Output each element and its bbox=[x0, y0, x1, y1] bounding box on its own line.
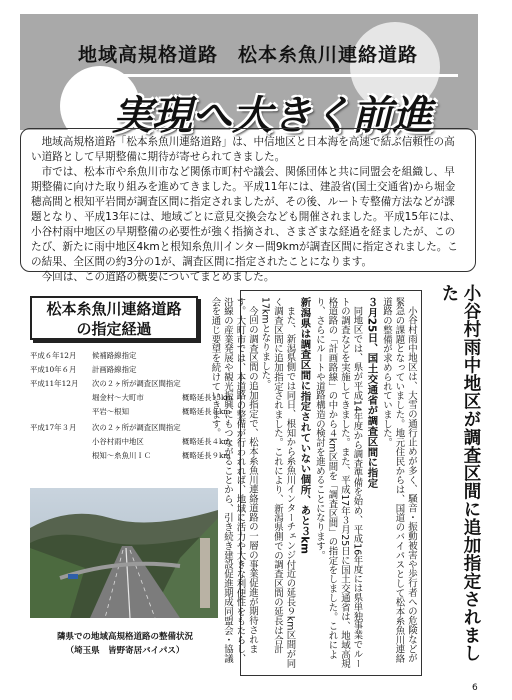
header-divider bbox=[78, 74, 458, 77]
timeline-date: 平成６年12月 bbox=[30, 351, 77, 360]
photo-caption: 隣県での地域高規格道路の整備状況 bbox=[56, 632, 193, 642]
timeline-section: 根知～糸魚川ＩＣ bbox=[92, 451, 152, 460]
timeline-text: 計画路線指定 bbox=[92, 365, 137, 374]
timeline-row bbox=[30, 422, 181, 433]
article-body bbox=[209, 290, 422, 676]
header-main-title: 実現へ大きく前進 bbox=[112, 92, 432, 139]
intro-paragraph: 地域高規格道路「松本糸魚川連絡道路」は、中信地区と日本海を高速で結ぶ信頼性の高い道路として早期整備に期待が寄せられてきました。 bbox=[31, 136, 455, 163]
body-paragraph: 小谷村雨中地区は、大雪の通行止めが多く、騒音・振動被害や歩行者への危険などが緊急の課題となっていました。地元住民からは、国道のバイパスとして松本糸魚川連絡道路の整備が求められていました。 bbox=[381, 297, 417, 664]
timeline-date: 平成17年３月 bbox=[30, 423, 77, 432]
page-number: 6 bbox=[472, 683, 478, 693]
highway-photo bbox=[30, 488, 218, 618]
timeline-length: 概略延長８km bbox=[182, 407, 231, 416]
timeline-section: 平岩～根知 bbox=[92, 407, 129, 416]
intro-paragraph: 今回は、この道路の概要についてまとめました。 bbox=[41, 271, 275, 283]
intro-box bbox=[20, 128, 476, 283]
timeline-length: 概略延長４km bbox=[182, 437, 231, 446]
article-title: 小谷村雨中地区が調査区間に追加指定されました bbox=[439, 284, 481, 662]
timeline-length: 概略延長15km bbox=[182, 393, 233, 402]
body-paragraph: 今回の調査区間の追加指定で、松本糸魚川連絡道路の一層の事業促進が期待されます。大町市では、本道路の整備が行われれば、地域に活力や大きな利便性をもたらし、沿線の産業発展や観光振興にもつながることから、引き続き建設促進期成同盟会・協議会を通じ要望を続けていきます。 bbox=[209, 297, 258, 664]
highway-photo-illustration bbox=[30, 488, 218, 618]
designation-timeline bbox=[30, 350, 235, 482]
timeline-row bbox=[30, 364, 137, 375]
section-title-line: の指定経過 bbox=[76, 320, 152, 338]
timeline-date: 平成11年12月 bbox=[30, 379, 79, 388]
timeline-text: 次の２ヶ所が調査区間指定 bbox=[92, 379, 181, 388]
section-title-line: 松本糸魚川連絡道路 bbox=[46, 300, 182, 318]
timeline-row bbox=[30, 350, 137, 361]
header-banner bbox=[20, 14, 478, 139]
timeline-section: 堀金村～大町市 bbox=[92, 393, 144, 402]
header-subtitle: 地域高規格道路 松本糸魚川連絡道路 bbox=[78, 44, 419, 66]
timeline-date: 平成10年６月 bbox=[30, 365, 77, 374]
intro-paragraph: 市では、松本市や糸魚川市など関係市町村や議会、関係団体と共に同盟会を組織し、早期整備に向けた取り組みを進めてきました。平成11年には、建設省(国土交通省)から堀金穂高間と根知平岩間が調査区間に指定されましたが、その後、ルート专整備方法などが課題となり、平成13年には、地域ごとに意見交換会なども開催されました。平成15年には、小谷村雨中地区の早期整備の必要性が強く指摘され、さまざまな経過を経ましたが、このたび、新たに雨中地区4kmと根知糸魚川インター間9kmが調査区間に指定されました。この結果、全区間の約3分の1が、調査区間に指定されたことになります。 bbox=[31, 166, 461, 268]
timeline-text: 次の２ヶ所が調査区間指定 bbox=[92, 423, 181, 432]
body-subheading: 新潟県は調査区間に指定されていない個所、あと３km bbox=[298, 297, 311, 554]
timeline-row bbox=[30, 378, 181, 389]
photo-caption-location: （埼玉県 皆野寄居バイパス） bbox=[65, 646, 185, 656]
section-title-box bbox=[30, 296, 198, 340]
body-paragraph: また、新潟県側では同日、根知から糸魚川インターチェンジ付近の延長９km区間が同く調査区間に追加指定されました。これにより、新潟県側での調査区間の延長は合計17kmとなりました。 bbox=[259, 297, 296, 669]
timeline-section: 小谷村雨中地区 bbox=[92, 437, 144, 446]
body-subheading: ３月25日、国土交通省が調査区間に指定 bbox=[365, 297, 378, 489]
timeline-length: 概略延長９km bbox=[182, 451, 231, 460]
timeline-text: 候補路線指定 bbox=[92, 351, 137, 360]
body-paragraph: 同地区では、県が平成14年度から調査準備を始め、平成16年度には県単独事業でルートの調査などを実施してきました。また、平成17年３月25日に国土交通省は、地域高規格道路の「計画路線」の中から４km区間を「調査区間」の指定をしました。これにより、さらにルートや道路構造の検討を進めることになります。 bbox=[314, 297, 363, 669]
